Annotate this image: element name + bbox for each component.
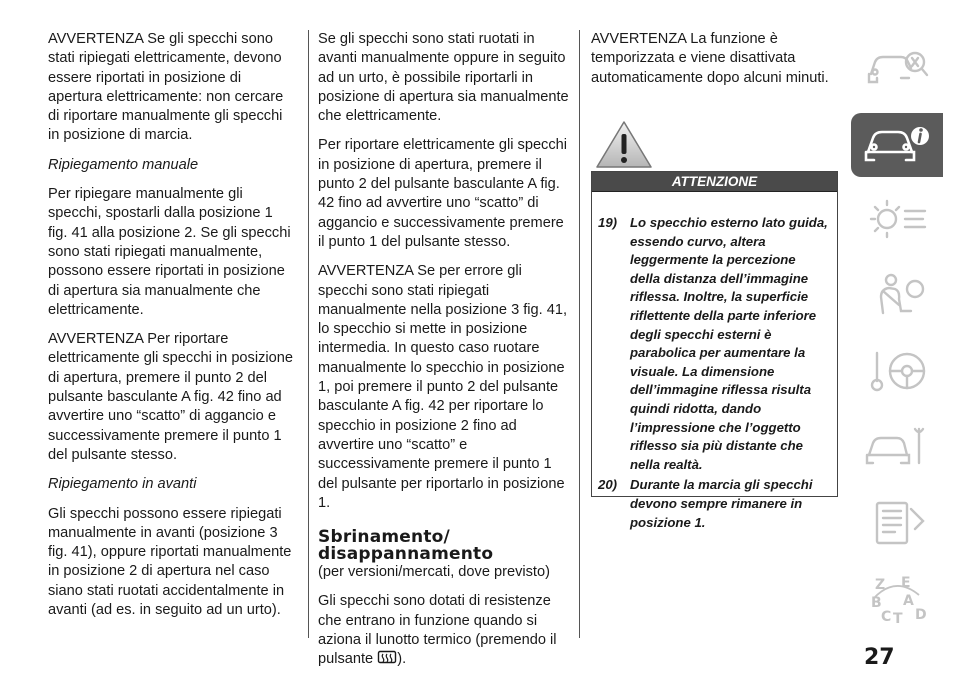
column-divider <box>579 30 580 638</box>
paragraph <box>318 592 570 672</box>
sidebar-tab-seatbelt-airbag[interactable] <box>851 265 943 329</box>
sidebar-tab-alphabet-index[interactable] <box>851 569 943 633</box>
warning-triangle-icon <box>595 120 653 175</box>
sidebar-tab-warning-lights[interactable] <box>851 189 943 253</box>
text-column-2 <box>318 30 570 683</box>
warning-item-number: 20) <box>598 477 618 493</box>
seatbelt-airbag-icon <box>865 271 929 324</box>
paragraph: AVVERTENZA Se gli specchi sono stati ripiegati elettricamente, devono essere riportati in posizione di apertura elettricamente: non cercare di riportare manualmente gli specchi in posizione di marcia. <box>48 31 284 144</box>
chapter-sidebar <box>851 37 943 645</box>
key-steering-wheel-icon <box>865 347 929 400</box>
car-info-icon <box>864 120 930 171</box>
svg-text:D: D <box>915 606 927 623</box>
rear-defrost-icon <box>377 650 397 672</box>
sidebar-tab-key-steering[interactable] <box>851 341 943 405</box>
subheading-manual-folding: Ripiegamento manuale <box>48 156 199 173</box>
section-title <box>318 529 570 563</box>
alphabet-index-icon <box>865 573 929 630</box>
subheading-forward-folding: Ripiegamento in avanti <box>48 476 197 493</box>
sidebar-tab-car-tools[interactable] <box>851 417 943 481</box>
warning-box <box>591 171 838 530</box>
sidebar-tab-spec-list[interactable] <box>851 493 943 557</box>
paragraph: AVVERTENZA Se per errore gli specchi sono stati ripiegati manualmente nella posizione 3 fig. 41, lo specchio si mette in posizione intermedia. In questo caso ruotare manualmente lo specchio in posizione 1, poi premere il punto 2 del pulsante basculante A fig. 42 per riportare lo specchio in posizione 2 fino ad avvertire uno “scatto” e successivamente premere il punto 1 del pulsante per riportarlo in posizione 1. <box>318 263 568 511</box>
warning-item-text: Lo specchio esterno lato guida, essendo curvo, altera leggermente la percezione della distanza dell’immagine riflessa. Inoltre, la superficie riflettente della parte inferiore degli specchi esterni è parabolica per aumentare la visuale. La dimensione dell’immagine riflessa risulta quindi ridotta, dando l’impressione che l’oggetto riflesso sia più distante che nella realtà. <box>630 215 828 472</box>
svg-text:T: T <box>893 610 903 625</box>
paragraph-text: ). <box>397 651 407 668</box>
car-search-icon <box>865 44 929 95</box>
paragraph: Per riportare elettricamente gli specchi in posizione di apertura, premere il punto 2 del pulsante basculante A fig. 42 fino ad avvertire uno “scatto” di aggancio e successivamente premere il punto 1 del pulsante stesso. <box>318 137 568 250</box>
text-column-1 <box>48 30 296 630</box>
warning-lights-icon <box>865 195 929 248</box>
warning-item-text: Durante la marcia gli specchi devono sempre rimanere in posizione 1. <box>630 477 813 530</box>
section-title-line: Sbrinamento/ <box>318 527 450 548</box>
column-divider <box>308 30 309 638</box>
paragraph: Gli specchi possono essere ripiegati manualmente in avanti (posizione 3 fig. 41), oppure riportati manualmente in posizione 2 di apertura nel caso siano stati ruotati accidentalmente in avanti (ad es. in seguito ad un urto). <box>48 505 292 619</box>
sidebar-tab-car-search[interactable] <box>851 37 943 101</box>
section-title-line: disappannamento <box>318 544 494 565</box>
paragraph: AVVERTENZA Per riportare elettricamente gli specchi in posizione di apertura, premere il punto 2 del pulsante basculante A fig. 42 fino ad avvertire uno “scatto” di aggancio e successivamente premere il punto 1 del pulsante stesso. <box>48 331 293 463</box>
spec-list-icon <box>865 499 929 552</box>
warning-list <box>592 192 837 532</box>
sidebar-tab-car-info[interactable] <box>851 113 943 177</box>
warning-item <box>598 214 829 474</box>
svg-text:A: A <box>903 592 914 609</box>
paragraph: Se gli specchi sono stati ruotati in avanti manualmente oppure in seguito ad un urto, è possibile riportarli in posizione di apertura sia manualmente che elettricamente. <box>318 31 569 125</box>
text-column-3 <box>591 30 843 98</box>
warning-header: ATTENZIONE <box>592 172 837 192</box>
warning-item <box>598 476 829 532</box>
paragraph: AVVERTENZA La funzione è temporizzata e viene disattivata automaticamente dopo alcuni minuti. <box>591 31 829 86</box>
warning-item-number: 19) <box>598 215 618 230</box>
svg-text:B: B <box>871 594 882 611</box>
paragraph-text: Gli specchi sono dotati di resistenze che entrano in funzione quando si aziona il lunotto termico (premendo il pulsante <box>318 593 557 668</box>
car-tools-icon <box>865 423 929 476</box>
paragraph: Per ripiegare manualmente gli specchi, spostarli dalla posizione 1 fig. 41 alla posizione 2. Se gli specchi sono stati ripiegati manualmente, possono essere riportati in posizione di apertura sia manualmente che elettricamente. <box>48 186 291 318</box>
svg-text:E: E <box>901 574 911 591</box>
section-subtitle: (per versioni/mercati, dove previsto) <box>318 564 550 581</box>
svg-text:Z: Z <box>875 576 886 593</box>
svg-text:C: C <box>881 608 892 625</box>
page-number: 27 <box>864 645 895 670</box>
